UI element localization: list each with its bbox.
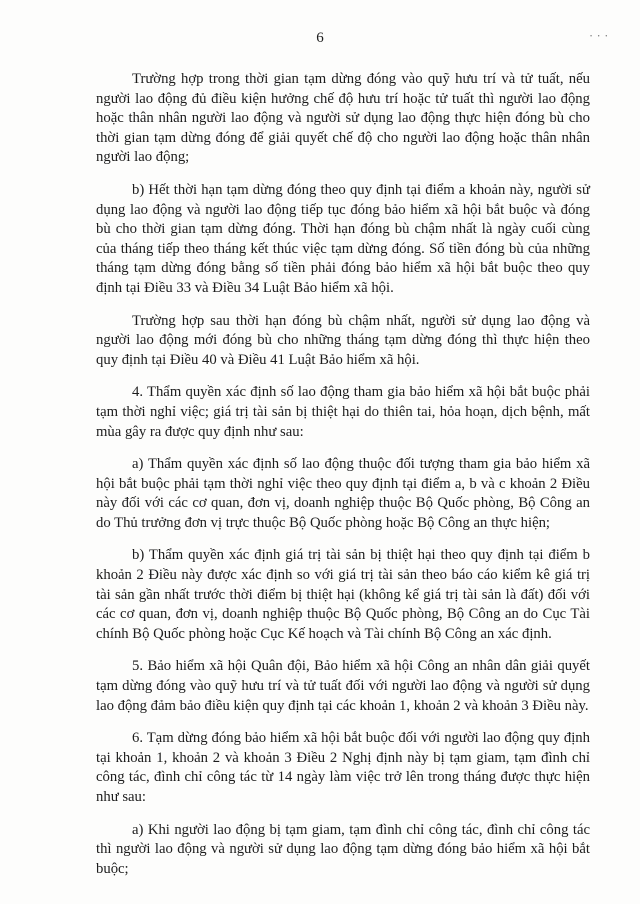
- paragraph-section-4-authority: 4. Thẩm quyền xác định số lao động tham gia bảo hiểm xã hội bắt buộc phải tạm thời nghỉ việc; giá trị tài sản bị thiệt hại do thiên tai, hỏa hoạn, dịch bệnh, mất mùa gây ra được quy định như sau:: [96, 384, 590, 440]
- document-body: [96, 70, 590, 892]
- paragraph-clause-b-end-of-suspension: b) Hết thời hạn tạm dừng đóng theo quy định tại điểm a khoản này, người sử dụng lao động và người lao động tiếp tục đóng bảo hiểm xã hội bắt buộc và đóng bù cho thời gian tạm dừng đóng. Thời hạn đóng bù chậm nhất là ngày cuối cùng của tháng tiếp theo tháng kết thúc việc tạm dừng đóng. Số tiền đóng bù của những tháng tạm dừng đóng bằng số tiền phải đóng bảo hiểm xã hội bắt buộc theo quy định tại Điều 33 và Điều 34 Luật Bảo hiểm xã hội.: [96, 181, 590, 296]
- paragraph-late-payment-case: Trường hợp sau thời hạn đóng bù chậm nhất, người sử dụng lao động và người lao động mới đóng bù cho những tháng tạm dừng đóng thì thực hiện theo quy định tại Điều 40 và Điều 41 Luật Bảo hiểm xã hội.: [96, 312, 590, 368]
- paragraph-section-6: 6. Tạm dừng đóng bảo hiểm xã hội bắt buộc đối với người lao động quy định tại khoản 1, khoản 2 và khoản 3 Điều 2 Nghị định này bị tạm giam, tạm đình chỉ công tác, đình chỉ công tác từ 14 ngày làm việc trở lên trong tháng được thực hiện như sau:: [96, 730, 590, 805]
- paragraph-retirement-suspension-case: Trường hợp trong thời gian tạm dừng đóng vào quỹ hưu trí và tử tuất, nếu người lao động đủ điều kiện hưởng chế độ hưu trí hoặc tử tuất thì người lao động hoặc thân nhân người lao động và người sử dụng lao động thực hiện đóng bù cho thời gian tạm dừng đóng để giải quyết chế độ cho người lao động hoặc thân nhân người lao động;: [96, 71, 590, 166]
- paragraph-section-6a: a) Khi người lao động bị tạm giam, tạm đình chỉ công tác, đình chỉ công tác thì người lao động và người sử dụng lao động tạm dừng đóng bảo hiểm xã hội bắt buộc;: [96, 821, 590, 877]
- paragraph-section-5: 5. Bảo hiểm xã hội Quân đội, Bảo hiểm xã hội Công an nhân dân giải quyết tạm dừng đóng vào quỹ hưu trí và tử tuất đối với người lao động và người sử dụng lao động đảm bảo điều kiện quy định tại các khoản 1, khoản 2 và khoản 3 Điều này.: [96, 658, 590, 714]
- paragraph-section-4a: a) Thẩm quyền xác định số lao động thuộc đối tượng tham gia bảo hiểm xã hội bắt buộc phải tạm thời nghỉ việc theo quy định tại điểm a, b và c khoản 2 Điều này đối với các cơ quan, đơn vị, doanh nghiệp thuộc Bộ Quốc phòng, Bộ Công an do Thủ trưởng đơn vị trực thuộc Bộ Quốc phòng hoặc Bộ Công an thực hiện;: [96, 456, 590, 531]
- paragraph-section-4b: b) Thẩm quyền xác định giá trị tài sản bị thiệt hại theo quy định tại điểm b khoản 2 Điều này được xác định so với giá trị tài sản theo báo cáo kiểm kê giá trị tài sản gần nhất trước thời điểm bị thiệt hại (không kể giá trị tài sản là đất) đối với các cơ quan, đơn vị, doanh nghiệp thuộc Bộ Quốc phòng, Bộ Công an do Cục Tài chính Bộ Quốc phòng hoặc Cục Kế hoạch và Tài chính Bộ Công an xác định.: [96, 547, 590, 642]
- margin-marks: • • •: [590, 34, 610, 40]
- page-number: 6: [316, 30, 324, 46]
